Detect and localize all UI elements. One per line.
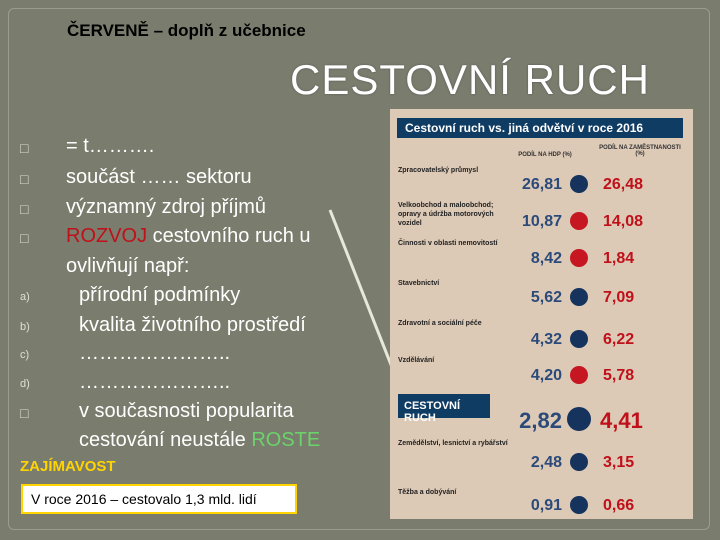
- row-gdp-value: 26,81: [521, 176, 562, 193]
- slide-title: CESTOVNÍ RUCH: [290, 56, 650, 103]
- row-gdp-value: 2,48: [530, 454, 562, 471]
- row-employment-value: 1,84: [603, 250, 635, 267]
- row-gdp-value: 0,91: [530, 497, 562, 514]
- fact-heading: ZAJÍMAVOST: [20, 458, 116, 475]
- row-label: Zpracovatelský průmysl: [398, 167, 479, 174]
- row-gdp-value: 4,20: [530, 367, 562, 384]
- row-employment-value: 26,48: [603, 176, 644, 193]
- row-gdp-value: 2,82: [519, 408, 562, 433]
- row-employment-value: 3,15: [603, 454, 635, 471]
- fact-box: V roce 2016 – cestovalo 1,3 mld. lidí: [21, 484, 297, 514]
- infographic-title: Cestovní ruch vs. jiná odvětví v roce 2016: [397, 118, 683, 138]
- row-employment-value: 5,78: [603, 367, 635, 384]
- bullet-marker: □: [20, 140, 29, 156]
- row-employment-value: 14,08: [603, 213, 644, 230]
- column-header-employment: PODÍL NA ZAMĚSTNANOSTI (%): [599, 145, 681, 157]
- row-label: Těžba a dobývání: [398, 489, 457, 496]
- row-label: Stavebnictví: [398, 280, 440, 287]
- row-employment-value: 4,41: [600, 408, 643, 433]
- industry-icon: [570, 175, 588, 193]
- row-gdp-value: 4,32: [530, 331, 562, 348]
- row-label: Zdravotní a sociální péče: [398, 320, 482, 327]
- construction-icon: [570, 288, 588, 306]
- row-label: Činnosti v oblasti nemovitostí: [398, 240, 498, 247]
- row-label: Velkoobchod a maloobchod; opravy a údržba motorových vozidel: [398, 202, 494, 227]
- bullet-marker: □: [20, 405, 29, 421]
- agriculture-icon: [570, 453, 588, 471]
- column-header-gdp: PODÍL NA HDP (%): [518, 152, 572, 158]
- miner-icon: [570, 496, 588, 514]
- plane-icon: [567, 407, 591, 431]
- instruction-note: ČERVENĚ – doplň z učebnice: [67, 21, 306, 40]
- tourism-highlight: CESTOVNÍ RUCH: [398, 394, 490, 418]
- bullet-marker: □: [20, 201, 29, 217]
- row-label: Vzdělávání: [398, 357, 435, 364]
- row-gdp-value: 8,42: [530, 250, 562, 267]
- bullet-marker: □: [20, 171, 29, 187]
- infographic: [390, 109, 693, 519]
- slide: ČERVENĚ – doplň z učebnice CESTOVNÍ RUCH □ = t………. □ součást …… sektoru □ významný zdroj příjmů □ ROZVOJ cestovního ruch u ovlivňují např: a) přírodní podmínky b) kvalita životního prostředí c) ………………….. d) ………………….. □ v současnosti popularita cestování neustále ROSTE ZAJÍMAVOST V roce 2016 – cestovalo 1,3 mld. lidí Cestovní ruch vs. jiná odvětví v roce 2016 PODÍL NA HDP (%) PODÍL NA ZAMĚSTNANOSTI (%) Zpracovatelský průmysl 26,81 26,48 Velkoobchod a maloobchod; opravy a údržba motorových vozidel 10,87 14,08 Činnosti v oblasti nemovitostí 8,42 1,84 Stavebnictví 5,62 7,09 Zdravotní a sociální péče 4,32 6,22 Vzdělávání 4,20 5,78 CESTOVNÍ RUCH 2,82 4,41 Zemědělství, lesnictví a rybářství 2,48 3,15 Těžba a dobývání 0,91 0,66: [0, 0, 720, 540]
- row-gdp-value: 5,62: [530, 289, 562, 306]
- row-employment-value: 7,09: [603, 289, 635, 306]
- shop-icon: [570, 212, 588, 230]
- row-label: Zemědělství, lesnictví a rybářství: [398, 440, 508, 447]
- doctor-icon: [570, 330, 588, 348]
- row-employment-value: 0,66: [603, 497, 635, 514]
- row-gdp-value: 10,87: [521, 213, 562, 230]
- book-icon: [570, 366, 588, 384]
- bullet-marker: □: [20, 230, 29, 246]
- house-icon: [570, 249, 588, 267]
- row-employment-value: 6,22: [603, 331, 635, 348]
